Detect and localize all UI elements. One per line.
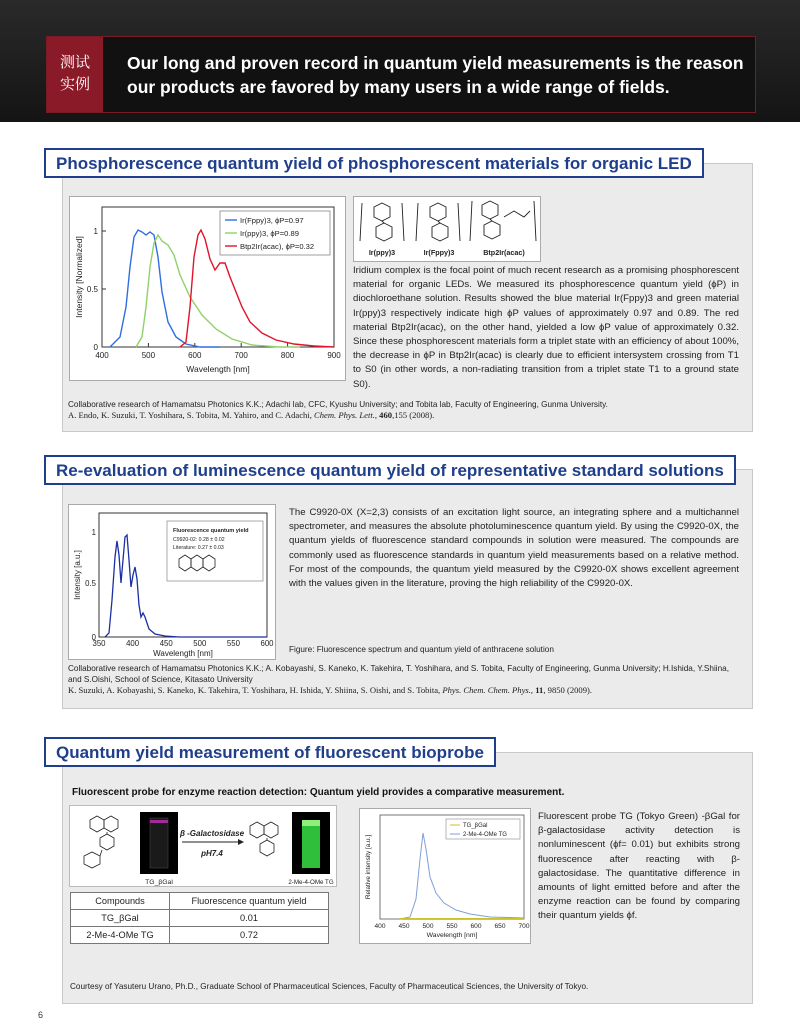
x-tick-label: 500 (193, 639, 207, 648)
x-tick-label: 700 (518, 923, 530, 930)
x-axis-label: Wavelength [nm] (153, 649, 213, 658)
y-tick-label: 0 (93, 343, 98, 352)
legend-tg-bgal: TG_βGal (463, 823, 488, 829)
quantum-yield-table (70, 892, 329, 944)
table-header-cell: Fluorescence quantum yield (170, 893, 329, 910)
section-2-collab-text: Collaborative research of Hamamatsu Photonics K.K.; A. Kobayashi, S. Kaneko, K. Takehira, T. Yoshihara, and S. Tobita, Faculty of Engineering, Gunma University; H.Ishida, Y.Shiina, and S.Oishi, School of Science, Kitasato University (68, 664, 729, 684)
legend-2me4ome-tg: 2-Me-4-OMe TG (463, 832, 507, 838)
x-tick-label: 500 (141, 351, 156, 360)
tag-line-2: 实例 (59, 75, 90, 93)
x-axis-label: Wavelength [nm] (186, 364, 250, 374)
anthracene-chart (68, 504, 276, 660)
reaction-ph: pH7.4 (201, 849, 223, 858)
table-row (71, 910, 329, 927)
y-axis-label: Relative intensity [a.u.] (365, 834, 372, 900)
vial-label-2me4ome-tg: 2-Me-4-OMe TG (288, 879, 334, 886)
y-tick-label: 1 (93, 227, 98, 236)
section-3-courtesy: Courtesy of Yasuteru Urano, Ph.D., Graduate School of Pharmaceutical Sciences, Faculty of Pharmaceutical Sciences, the University of Tokyo. (70, 982, 589, 991)
phosphorescence-chart (69, 196, 346, 381)
table-cell: 0.01 (170, 910, 329, 927)
y-axis-label: Intensity [Normalized] (74, 236, 84, 318)
y-tick-label: 0.5 (86, 285, 98, 294)
inset-value-measured: C9920-02: 0.28 ± 0.02 (173, 537, 225, 543)
x-tick-label: 600 (188, 351, 202, 360)
x-tick-label: 900 (327, 351, 341, 360)
molecule-label: Ir(Fppy)3 (423, 248, 455, 257)
x-tick-label: 700 (234, 351, 248, 360)
legend-btp2ir-acac: Btp2Ir(acac), ϕP=0.32 (240, 242, 315, 251)
banner-box (46, 36, 756, 113)
x-tick-label: 500 (422, 923, 434, 930)
table-cell: 2-Me-4-OMe TG (71, 927, 170, 944)
legend-ir-ppy3: Ir(ppy)3, ϕP=0.89 (240, 229, 299, 238)
x-tick-label: 350 (92, 639, 106, 648)
section-2-collab (68, 663, 740, 696)
section-2-body: The C9920-0X (X=2,3) consists of an excitation light source, an integrating sphere and a multichannel spectrometer, and measures the absolute photoluminescence quantum yield. By using the C9920-0X, the quantum yields of fluorescence standard compounds in solution were measured. The compounds are commonly used as fluorescence standards in quantum yield measurements based on a relative method. For most of the compounds, the quantum yield measured by the C9920-0X shows excellent agreement with the values given in the literature, proving the high reliability of the C9920-0X. (289, 507, 739, 590)
molecule-label: Btp2Ir(acac) (483, 248, 525, 257)
ref-journal: Chem. Phys. Lett. (314, 410, 375, 420)
bioprobe-chart (359, 808, 531, 944)
section-1-reference: A. Endo, K. Suzuki, T. Yoshihara, S. Tobita, M. Yahiro, and C. Adachi, Chem. Phys. Lett., 460,155 (2008). (68, 410, 435, 420)
ref-volume: 11 (535, 685, 544, 695)
x-tick-label: 550 (446, 923, 458, 930)
molecule-label: Ir(ppy)3 (368, 248, 396, 257)
banner-headline: Our long and proven record in quantum yield measurements is the reason our products are favored by many users in a wide range of fields. (127, 53, 744, 97)
tag-line-1: 测试 (59, 53, 90, 71)
inset-title: Fluorescence quantum yield (173, 528, 249, 534)
x-tick-label: 450 (159, 639, 173, 648)
x-tick-label: 800 (280, 351, 295, 360)
x-tick-label: 650 (494, 923, 506, 930)
reaction-figure (69, 805, 337, 887)
table-header-cell: Compounds (71, 893, 170, 910)
table-cell: 0.72 (170, 927, 329, 944)
ref-journal: Phys. Chem. Chem. Phys. (442, 685, 531, 695)
ref-tail: ,155 (2008). (392, 410, 435, 420)
inset-value-literature: Literature: 0.27 ± 0.03 (173, 545, 224, 551)
table-cell: TG_βGal (71, 910, 170, 927)
section-1-collab-text: Collaborative research of Hamamatsu Photonics K.K.; Adachi lab, CFC, Kyushu University; and Tobita lab, Faculty of Engineering, Gunma University. (68, 400, 608, 409)
ref-authors: K. Suzuki, A. Kobayashi, S. Kaneko, K. Takehira, T. Yoshihara, H. Ishida, Y. Shiina, S. Oishi, and S. Tobita, (68, 685, 443, 695)
x-tick-label: 600 (470, 923, 482, 930)
ref-authors: A. Endo, K. Suzuki, T. Yoshihara, S. Tobita, M. Yahiro, and C. Adachi, (68, 410, 314, 420)
section-2-title: Re-evaluation of luminescence quantum yield of representative standard solutions (44, 455, 736, 485)
header-banner (0, 0, 800, 122)
section-tag (47, 37, 103, 112)
x-tick-label: 550 (226, 639, 240, 648)
x-tick-label: 600 (260, 639, 274, 648)
table-row (71, 927, 329, 944)
x-tick-label: 400 (95, 351, 109, 360)
section-3-body: Fluorescent probe TG (Tokyo Green) -βGal for β-galactosidase activity detection is nonluminescent (ϕf= 0.01) but exhibits strong fluorescence after reacting with β-galactosidase. The quantitative difference in amounts of light emitted before and after the enzyme reaction can be found by comparing their quantum yields ϕf. (538, 811, 740, 922)
section-3-title: Quantum yield measurement of fluorescent bioprobe (44, 737, 496, 767)
y-tick-label: 0 (91, 633, 96, 642)
x-tick-label: 400 (374, 923, 386, 930)
section-1-collab (68, 399, 738, 421)
vial-label-tg-bgal: TG_βGal (145, 879, 173, 886)
ref-volume: 460 (379, 410, 393, 420)
section-3-subtitle: Fluorescent probe for enzyme reaction detection: Quantum yield provides a comparative measurement. (72, 787, 565, 798)
section-1-title: Phosphorescence quantum yield of phosphorescent materials for organic LED (44, 148, 704, 178)
y-tick-label: 1 (91, 528, 96, 537)
section-1-body: Iridium complex is the focal point of much recent research as a promising phosphorescent material for organic LEDs. We measured its phosphorescence quantum yield (ϕP) in diochloroethane solution. Results showed the blue material Ir(Fppy)3 and green material Ir(ppy)3 respectively indicate high ϕP values of approximately 0.97 and 0.89. The red material Btp2Ir(acac), on the other hand, yielded a low ϕP value of approximately 0.32. Since these phosphorescent materials form a triplet state with an efficiency of about 100%, the decrease in ϕP in Btp2Ir(acac) is clearly due to efficient intersystem crossing from T1 to S0 (in other words, a non-radiating transition from a triplet state T1 to a ground state S0). (353, 265, 739, 390)
page-number: 6 (38, 1010, 44, 1020)
section-2-caption: Figure: Fluorescence spectrum and quantum yield of anthracene solution (289, 645, 554, 654)
ref-tail: , 9850 (2009). (543, 685, 593, 695)
x-tick-label: 400 (126, 639, 140, 648)
molecule-structures (353, 196, 541, 262)
table-header-row (71, 893, 329, 910)
quantum-yield-table-wrap (70, 892, 329, 944)
reaction-enzyme: β -Galactosidase (179, 829, 245, 838)
section-2-reference: K. Suzuki, A. Kobayashi, S. Kaneko, K. Takehira, T. Yoshihara, H. Ishida, Y. Shiina, S. Oishi, and S. Tobita, Phys. Chem. Chem. Phys., 11, 9850 (2009). (68, 685, 593, 695)
x-tick-label: 450 (398, 923, 410, 930)
legend-ir-fppy3: Ir(Fppy)3, ϕP=0.97 (240, 216, 304, 225)
y-axis-label: Intensity [a.u.] (73, 550, 82, 600)
y-tick-label: 0.5 (85, 579, 96, 588)
x-axis-label: Wavelength [nm] (426, 932, 478, 939)
